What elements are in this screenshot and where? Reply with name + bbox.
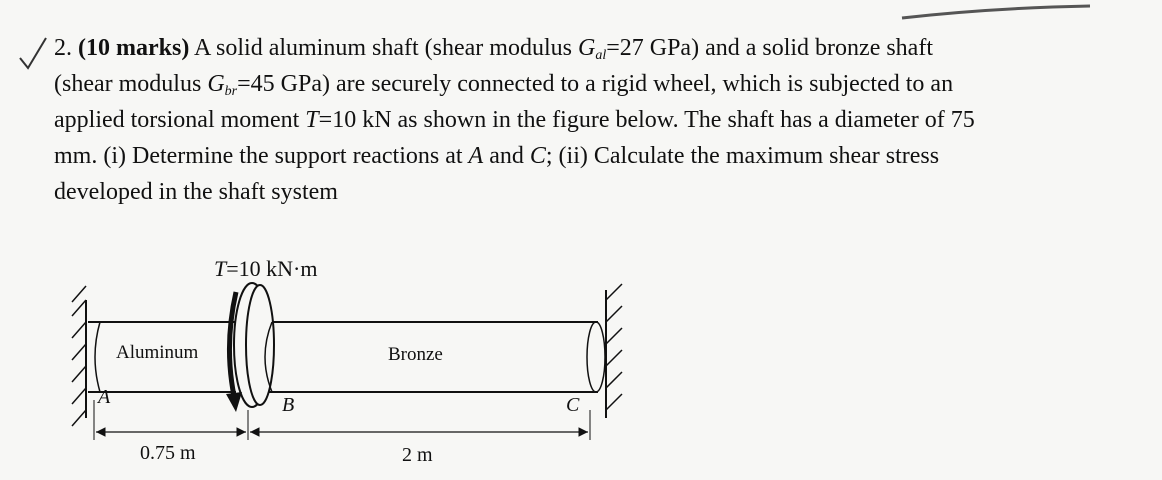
problem-line-4: mm. (i) Determine the support reactions at A and C; (ii) Calculate the maximum shear stress <box>54 143 940 169</box>
point-c-label: C <box>566 394 580 416</box>
problem-number: 2. <box>54 35 72 61</box>
aluminum-label: Aluminum <box>116 342 199 363</box>
point-b-label: B <box>282 394 295 416</box>
problem-line-1: 2. (10 marks) A solid aluminum shaft (shear modulus $G_{al}=27$ GPa) and a solid bronze shaft <box>54 35 933 63</box>
rigid-wheel <box>234 283 274 407</box>
problem-line-2: (shear modulus $G_{br}=45$ GPa) are securely connected to a rigid wheel, which is subjected to an <box>54 71 954 99</box>
problem-marks: (10 marks) <box>78 35 190 61</box>
problem-line-5: developed in the shaft system <box>54 179 338 205</box>
torque-label: T=10 kN·m <box>214 256 318 281</box>
right-wall-support <box>606 284 622 418</box>
problem-line-3: applied torsional moment T=10 kN as shown in the figure below. The shaft has a diameter of 75 <box>54 107 975 133</box>
bronze-length-label: 2 m <box>402 444 433 466</box>
left-wall-support <box>72 286 86 426</box>
bronze-label: Bronze <box>388 344 443 365</box>
point-a-label: A <box>98 386 111 408</box>
aluminum-length-label: 0.75 m <box>140 442 196 464</box>
dimension-lines <box>94 400 590 440</box>
